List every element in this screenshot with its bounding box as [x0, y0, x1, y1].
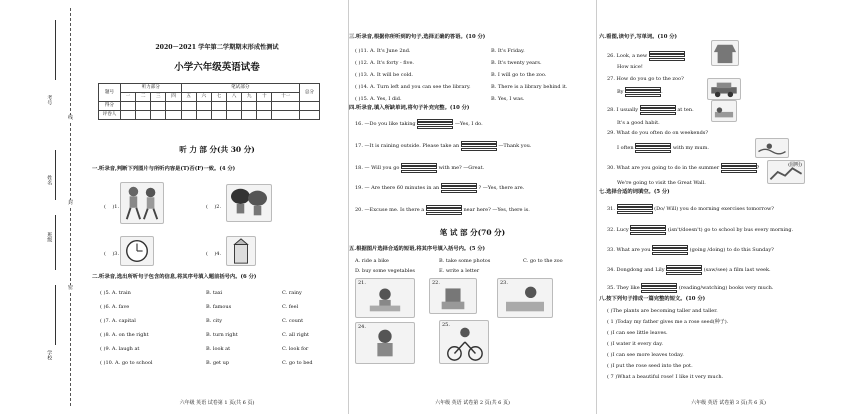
score-table-cell: 总分: [300, 84, 320, 102]
q27-answer-box[interactable]: [625, 86, 661, 97]
name-line: [55, 150, 56, 200]
score-input-cell[interactable]: [272, 102, 300, 111]
score-table-cell: 四: [166, 93, 181, 102]
car-picture: [707, 78, 741, 100]
sleeping-picture: [711, 100, 737, 122]
q35-answer-box[interactable]: [641, 282, 677, 293]
q5-option-b[interactable]: B. taxi: [206, 290, 223, 296]
q6-option-a[interactable]: ( )6. A. fave: [100, 304, 130, 310]
pic-21[interactable]: 21.: [355, 278, 415, 318]
q9-option-c[interactable]: C. look for: [282, 346, 309, 352]
q8-option-c[interactable]: C. all right: [282, 332, 310, 338]
q16-answer-box[interactable]: [417, 118, 453, 129]
q18-answer-box[interactable]: [401, 162, 437, 173]
score-input-cell[interactable]: [272, 111, 300, 120]
exam-subtitle: 小学六年级英语试卷: [174, 62, 260, 73]
q7-option-c[interactable]: C. count: [282, 318, 304, 324]
q8-option-a[interactable]: ( )8. A. on the right: [100, 332, 149, 338]
score-input-cell[interactable]: [300, 111, 320, 120]
q19-line[interactable]: 19. — Are there 60 minutes in an ? —Yes, there are.: [355, 182, 524, 193]
q32-line[interactable]: 32. Lucy (isn't/doesn't) go to school by bus every morning.: [607, 224, 793, 235]
score-input-cell[interactable]: [257, 111, 272, 120]
score-table-cell: 七: [211, 93, 226, 102]
q11-option-b[interactable]: B. It's Friday.: [491, 48, 525, 54]
boys-playing-picture: [120, 182, 164, 224]
score-table-cell: 十: [257, 93, 272, 102]
q16-line[interactable]: 16. —Do you like taking —Yes, I do.: [355, 118, 483, 129]
q28-answer-box[interactable]: [640, 104, 676, 115]
score-input-cell[interactable]: [242, 102, 257, 111]
class-line: [55, 215, 56, 270]
score-input-cell[interactable]: [151, 111, 166, 120]
q14-option-a[interactable]: ( )14. A. Turn left and you can see the library.: [355, 84, 471, 90]
order-item[interactable]: ( )I can see more leaves today.: [607, 352, 684, 358]
score-input-cell[interactable]: [181, 111, 196, 120]
option-d: D. buy some vegetables: [355, 268, 415, 274]
page-1: [86, 0, 348, 414]
pic-22[interactable]: 22.: [429, 278, 477, 314]
q30-line[interactable]: 30. What are you going to do in the summer ?: [607, 162, 759, 173]
q17-answer-box[interactable]: [461, 140, 497, 151]
score-table-cell: 一: [121, 93, 136, 102]
page-2-footer: 六年级 英语 试卷第 2 页(共 6 页): [435, 399, 510, 406]
q10-option-b[interactable]: B. get up: [206, 360, 230, 366]
score-table-cell: 得分: [99, 102, 121, 111]
q29-line[interactable]: I often with my mum.: [617, 142, 709, 153]
q32-answer-box[interactable]: [630, 224, 666, 235]
score-table-cell: 十一: [272, 93, 300, 102]
q11-option-a[interactable]: ( )11. A. It's June 2nd.: [355, 48, 411, 54]
score-input-cell[interactable]: [196, 102, 211, 111]
q26-line[interactable]: 26. Look, a new: [607, 50, 685, 61]
q6-option-b[interactable]: B. famous: [206, 304, 232, 310]
school-line: [55, 285, 56, 345]
q12-option-a[interactable]: ( )12. A. It's forty - five.: [355, 60, 414, 66]
q20-answer-box[interactable]: [426, 204, 462, 215]
binding-mark-line: 线: [68, 115, 74, 121]
q20-line[interactable]: 20. —Excuse me. Is there a near here? —Yes, there is.: [355, 204, 530, 215]
q3-bracket[interactable]: ( )3.: [104, 251, 120, 257]
option-a: A. ride a bike: [355, 258, 389, 264]
listening-header: 听 力 部 分(共 30 分): [179, 145, 255, 154]
exam-number-field: 考号: [46, 95, 53, 105]
q5-option-c[interactable]: C. rainy: [282, 290, 302, 296]
q31-answer-box[interactable]: [617, 203, 653, 214]
pic-24[interactable]: 24.: [355, 322, 415, 364]
option-c: C. go to the zoo: [523, 258, 563, 264]
clock-picture: [120, 236, 154, 266]
q13-option-b[interactable]: B. I will go to the zoo.: [491, 72, 547, 78]
score-table-cell: 二: [136, 93, 151, 102]
q7-option-b[interactable]: B. city: [206, 318, 223, 324]
section-4-heading: 四.听录音,填入所缺单词,将句子补充完整。(10 分): [349, 105, 470, 111]
option-e: E. write a letter: [439, 268, 480, 274]
q29-question: 29. What do you often do on weekends?: [607, 130, 709, 136]
binding-margin: [0, 0, 86, 414]
q29-answer-box[interactable]: [635, 142, 671, 153]
score-table-cell: 评卷人: [99, 111, 121, 120]
pic-25[interactable]: 25.: [439, 320, 489, 364]
school-field: 学校: [46, 350, 53, 360]
q27-line[interactable]: By .: [617, 86, 663, 97]
score-input-cell[interactable]: [166, 102, 181, 111]
q2-bracket[interactable]: ( )2.: [206, 204, 222, 210]
q30-follow: We're going to visit the Great Wall.: [617, 180, 706, 186]
score-table-cell: 笔试部分: [181, 84, 299, 93]
q33-line[interactable]: 33. What are you (going /doing) to do this Sunday?: [607, 244, 774, 255]
binding-mark-secret: 密: [68, 285, 74, 291]
q6-option-c[interactable]: C. feel: [282, 304, 299, 310]
milk-carton-picture: [226, 236, 256, 266]
order-item[interactable]: ( )I water it every day.: [607, 341, 663, 347]
section-8-heading: 八.按下列句子排成一篇完整的短文。(10 分): [599, 296, 706, 302]
section-2-heading: 二.听录音,选出所听句子包含的信息,将其序号填入题前括号内。(6 分): [92, 274, 257, 280]
score-input-cell[interactable]: [166, 111, 181, 120]
class-field: 班级: [46, 232, 53, 242]
score-table-cell: 九: [242, 93, 257, 102]
score-table: [98, 83, 320, 120]
score-input-cell[interactable]: [121, 111, 136, 120]
q4-bracket[interactable]: ( )4.: [206, 251, 222, 257]
score-input-cell[interactable]: [196, 111, 211, 120]
score-input-cell[interactable]: [211, 111, 226, 120]
score-input-cell[interactable]: [211, 102, 226, 111]
score-input-cell[interactable]: [121, 102, 136, 111]
score-table-cell: 八: [226, 93, 241, 102]
exam-title: 2020－2021 学年第二学期期末形成性测试: [155, 44, 279, 51]
section-6-heading: 六.看图,读句子,写单词。(10 分): [599, 34, 678, 40]
q34-answer-box[interactable]: [666, 264, 702, 275]
score-input-cell[interactable]: [257, 102, 272, 111]
q9-option-a[interactable]: ( )9. A. laugh at: [100, 346, 140, 352]
order-item[interactable]: ( )I put the rose seed into the pot.: [607, 363, 693, 369]
q18-line[interactable]: 18. — Will you go with me? —Great.: [355, 162, 484, 173]
score-table-cell: 题号: [99, 84, 121, 102]
order-item[interactable]: ( 7 )What a beautiful rose! I like it very much.: [607, 374, 724, 380]
great-wall-picture: [767, 160, 805, 184]
q7-option-a[interactable]: ( )7. A. capital: [100, 318, 136, 324]
section-1-heading: 一.听录音,判断下列图片与所听内容是(T)否(F)一致。(4 分): [92, 166, 236, 172]
potted-plants-picture: [226, 184, 272, 222]
jacket-picture: [711, 40, 739, 66]
q5-option-a[interactable]: ( )5. A. train: [100, 290, 131, 296]
q9-option-b[interactable]: B. look at: [206, 346, 231, 352]
page-3: [596, 0, 860, 414]
q8-option-b[interactable]: B. turn right: [206, 332, 238, 338]
q31-line[interactable]: 31. (Do/ Will) you do morning exercises tomorrow?: [607, 203, 774, 214]
option-b: B. take some photos: [439, 258, 491, 264]
q28-line[interactable]: 28. I usually at ten.: [607, 104, 694, 115]
page-2: [348, 0, 596, 414]
score-table-cell: 六: [196, 93, 211, 102]
q10-option-c[interactable]: C. go to bed: [282, 360, 313, 366]
order-item[interactable]: ( 1 )Today my father gives me a rose seed(种子).: [607, 319, 729, 325]
score-input-cell[interactable]: [151, 102, 166, 111]
q27-question: 27. How do you go to the zoo?: [607, 76, 684, 82]
q35-line[interactable]: 35. They like (reading/watching) books very much.: [607, 282, 773, 293]
q33-answer-box[interactable]: [652, 244, 688, 255]
binding-mark-seal: 封: [68, 200, 74, 206]
q15-option-b[interactable]: B. Yes, I was.: [491, 96, 525, 102]
score-input-cell[interactable]: [242, 111, 257, 120]
q28-follow: It's a good habit.: [617, 120, 660, 126]
q12-option-b[interactable]: B. It's twenty years.: [491, 60, 542, 66]
section-3-heading: 三.听录音,根据你所听到的句子,选择正确的答语。(10 分): [349, 34, 486, 40]
q1-bracket[interactable]: ( )1.: [104, 204, 120, 210]
q30-answer-box[interactable]: [721, 162, 757, 173]
section-7-heading: 七.选择合适的词填空。(5 分): [599, 189, 670, 195]
page-1-footer: 六年级 英语 试卷第 1 页(共 6 页): [179, 399, 255, 406]
q19-answer-box[interactable]: [441, 182, 477, 193]
q34-line[interactable]: 34. Dongdong and Lily (saw/see) a film last week.: [607, 264, 771, 275]
order-item[interactable]: ( )I can see little leaves.: [607, 330, 668, 336]
score-table-cell: 三: [151, 93, 166, 102]
exam-number-line: [55, 20, 56, 80]
score-input-cell[interactable]: [181, 102, 196, 111]
written-header: 笔 试 部 分(70 分): [439, 228, 506, 237]
score-input-cell[interactable]: [226, 102, 241, 111]
score-input-cell[interactable]: [226, 111, 241, 120]
q26-answer-box[interactable]: [649, 50, 685, 61]
score-input-cell[interactable]: [136, 111, 151, 120]
swimming-picture: [755, 138, 789, 158]
pic-23[interactable]: 23.: [497, 278, 553, 318]
score-input-cell[interactable]: [300, 102, 320, 111]
q26-follow: How nice!: [617, 64, 643, 70]
binding-dashed-line: [68, 8, 74, 406]
score-table-cell: 听力部分: [121, 84, 182, 93]
q17-line[interactable]: 17. —It is raining outside. Please take an —Thank you.: [355, 140, 531, 151]
q10-option-a[interactable]: ( )10. A. go to school: [100, 360, 153, 366]
q13-option-a[interactable]: ( )13. A. It will be cold.: [355, 72, 414, 78]
score-table-cell: 五: [181, 93, 196, 102]
section-5-heading: 五.根据图片选择合适的短语,将其序号填入括号内。(5 分): [349, 246, 486, 252]
q15-option-a[interactable]: ( )15. A. Yes, I did.: [355, 96, 402, 102]
score-input-cell[interactable]: [136, 102, 151, 111]
name-field: 姓名: [46, 175, 53, 185]
stamp-label: (圆明): [788, 162, 802, 168]
q14-option-b[interactable]: B. There is a library behind it.: [491, 84, 568, 90]
order-item[interactable]: ( )The plants are becoming taller and taller.: [607, 308, 718, 314]
page-3-footer: 六年级 英语 试卷第 3 页(共 6 页): [691, 399, 766, 406]
